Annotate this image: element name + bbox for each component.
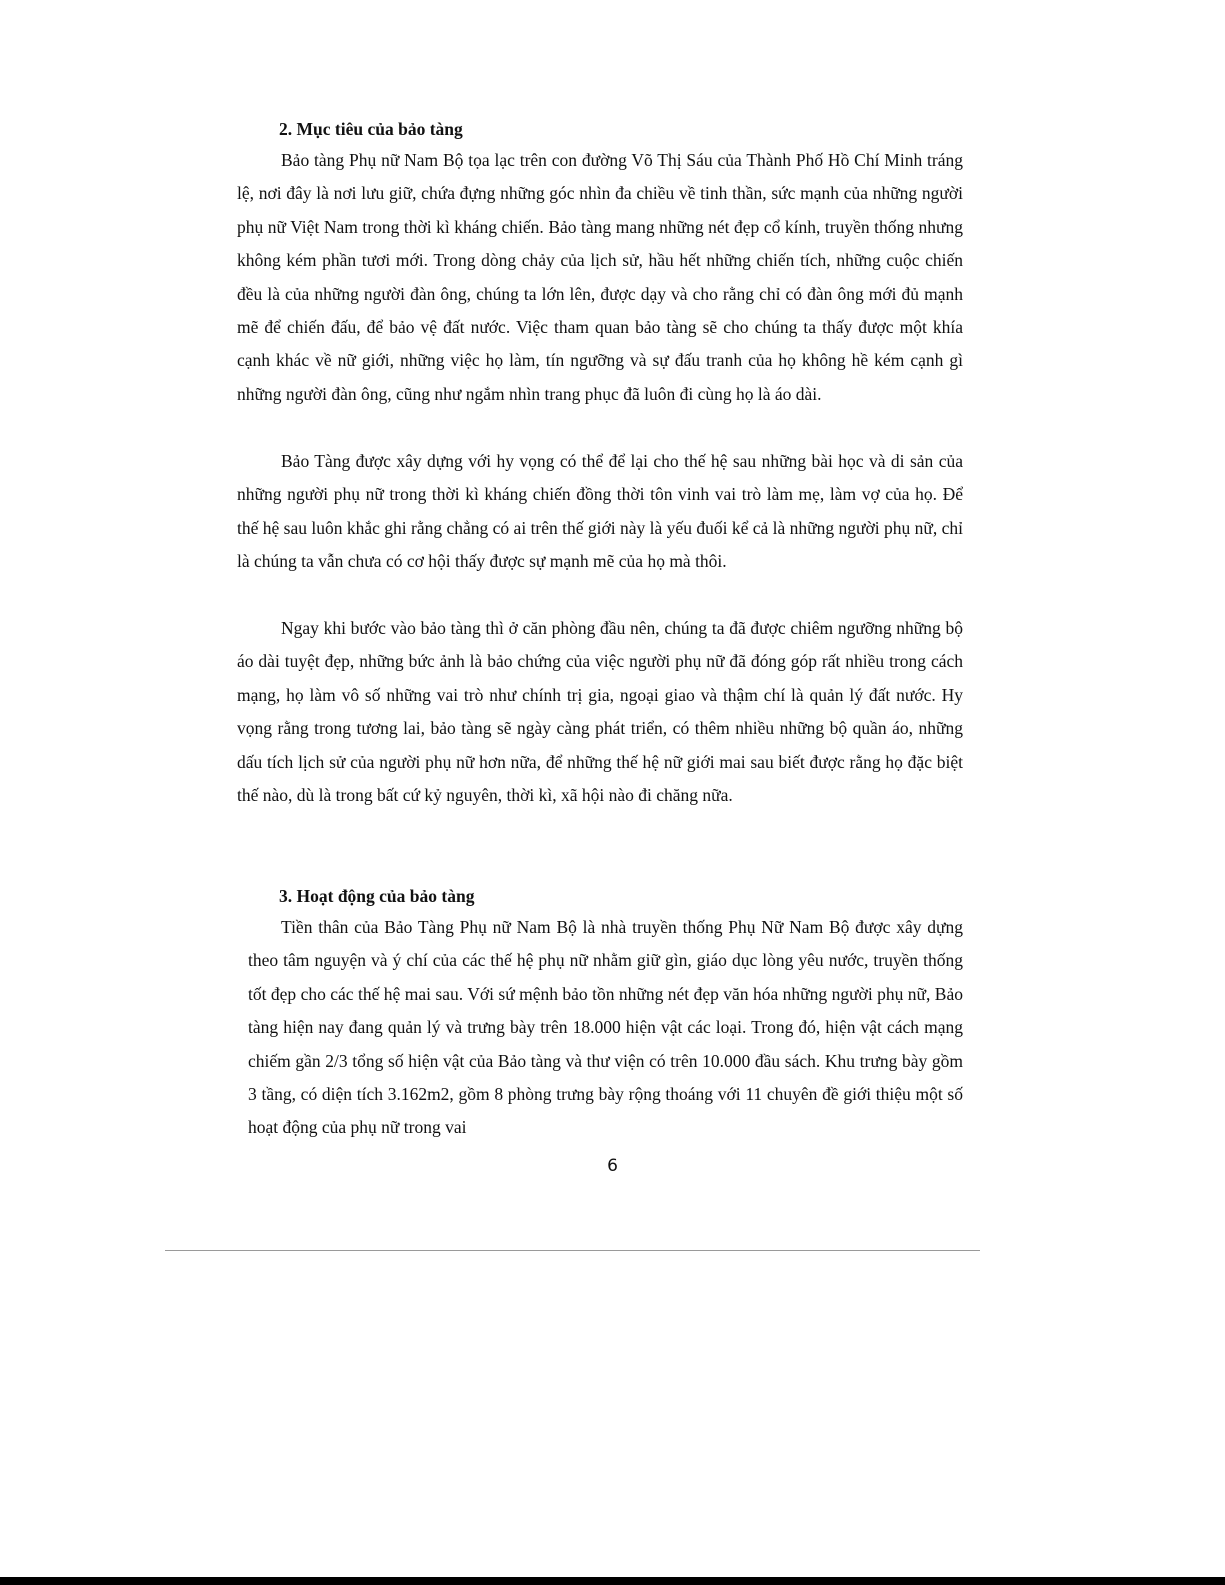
section-2-heading: 2. Mục tiêu của bảo tàng xyxy=(279,119,463,139)
bottom-edge-bar xyxy=(0,1577,1225,1585)
section-2-paragraph-2: Bảo Tàng được xây dựng với hy vọng có thể để lại cho thế hệ sau những bài học và di sản của những người phụ nữ trong thời kì kháng chiến đồng thời tôn vinh vai trò làm mẹ, làm vợ của họ. Để thế hệ sau luôn khắc ghi rằng chẳng có ai trên thế giới này là yếu đuối kể cả là những người phụ nữ, chỉ là chúng ta vẫn chưa có cơ hội thấy được sự mạnh mẽ của họ mà thôi. xyxy=(237,451,963,572)
page-number: 6 xyxy=(607,1156,618,1176)
section-3-paragraph-1: Tiền thân của Bảo Tàng Phụ nữ Nam Bộ là nhà truyền thống Phụ Nữ Nam Bộ được xây dựng theo tâm nguyện và ý chí của các thế hệ phụ nữ nhằm giữ gìn, giáo dục lòng yêu nước, truyền thống tốt đẹp cho các thế hệ mai sau. Với sứ mệnh bảo tồn những nét đẹp văn hóa những người phụ nữ, Bảo tàng hiện nay đang quản lý và trưng bày trên 18.000 hiện vật các loại. Trong đó, hiện vật cách mạng chiếm gần 2/3 tổng số hiện vật của Bảo tàng và thư viện có trên 10.000 đầu sách. Khu trưng bày gồm 3 tầng, có diện tích 3.162m2, gồm 8 phòng trưng bày rộng thoáng với 11 chuyên đề giới thiệu một số hoạt động của phụ nữ trong vai xyxy=(248,917,963,1138)
section-3-heading: 3. Hoạt động của bảo tàng xyxy=(279,886,475,906)
section-2-paragraph-1: Bảo tàng Phụ nữ Nam Bộ tọa lạc trên con đường Võ Thị Sáu của Thành Phố Hồ Chí Minh tráng lệ, nơi đây là nơi lưu giữ, chứa đựng những góc nhìn đa chiều về tinh thần, sức mạnh của những người phụ nữ Việt Nam trong thời kì kháng chiến. Bảo tàng mang những nét đẹp cổ kính, truyền thống nhưng không kém phần tươi mới. Trong dòng chảy của lịch sử, hầu hết những chiến tích, những cuộc chiến đều là của những người đàn ông, chúng ta lớn lên, được dạy và cho rằng chỉ có đàn ông mới đủ mạnh mẽ để chiến đấu, để bảo vệ đất nước. Việc tham quan bảo tàng sẽ cho chúng ta thấy được một khía cạnh khác về nữ giới, những việc họ làm, tín ngưỡng và sự đấu tranh của họ không hề kém cạnh gì những người đàn ông, cũng như ngắm nhìn trang phục đã luôn đi cùng họ là áo dài. xyxy=(237,150,963,404)
footer-divider xyxy=(165,1250,980,1251)
section-2-paragraph-3: Ngay khi bước vào bảo tàng thì ở căn phòng đầu nên, chúng ta đã được chiêm ngưỡng những bộ áo dài tuyệt đẹp, những bức ảnh là bảo chứng của việc người phụ nữ đã đóng góp rất nhiều trong cách mạng, họ làm vô số những vai trò như chính trị gia, ngoại giao và thậm chí là quản lý đất nước. Hy vọng rằng trong tương lai, bảo tàng sẽ ngày càng phát triển, có thêm nhiều những bộ quần áo, những dấu tích lịch sử của người phụ nữ hơn nữa, để những thế hệ nữ giới mai sau biết được rằng họ đặc biệt thế nào, dù là trong bất cứ kỷ nguyên, thời kì, xã hội nào đi chăng nữa. xyxy=(237,618,963,806)
